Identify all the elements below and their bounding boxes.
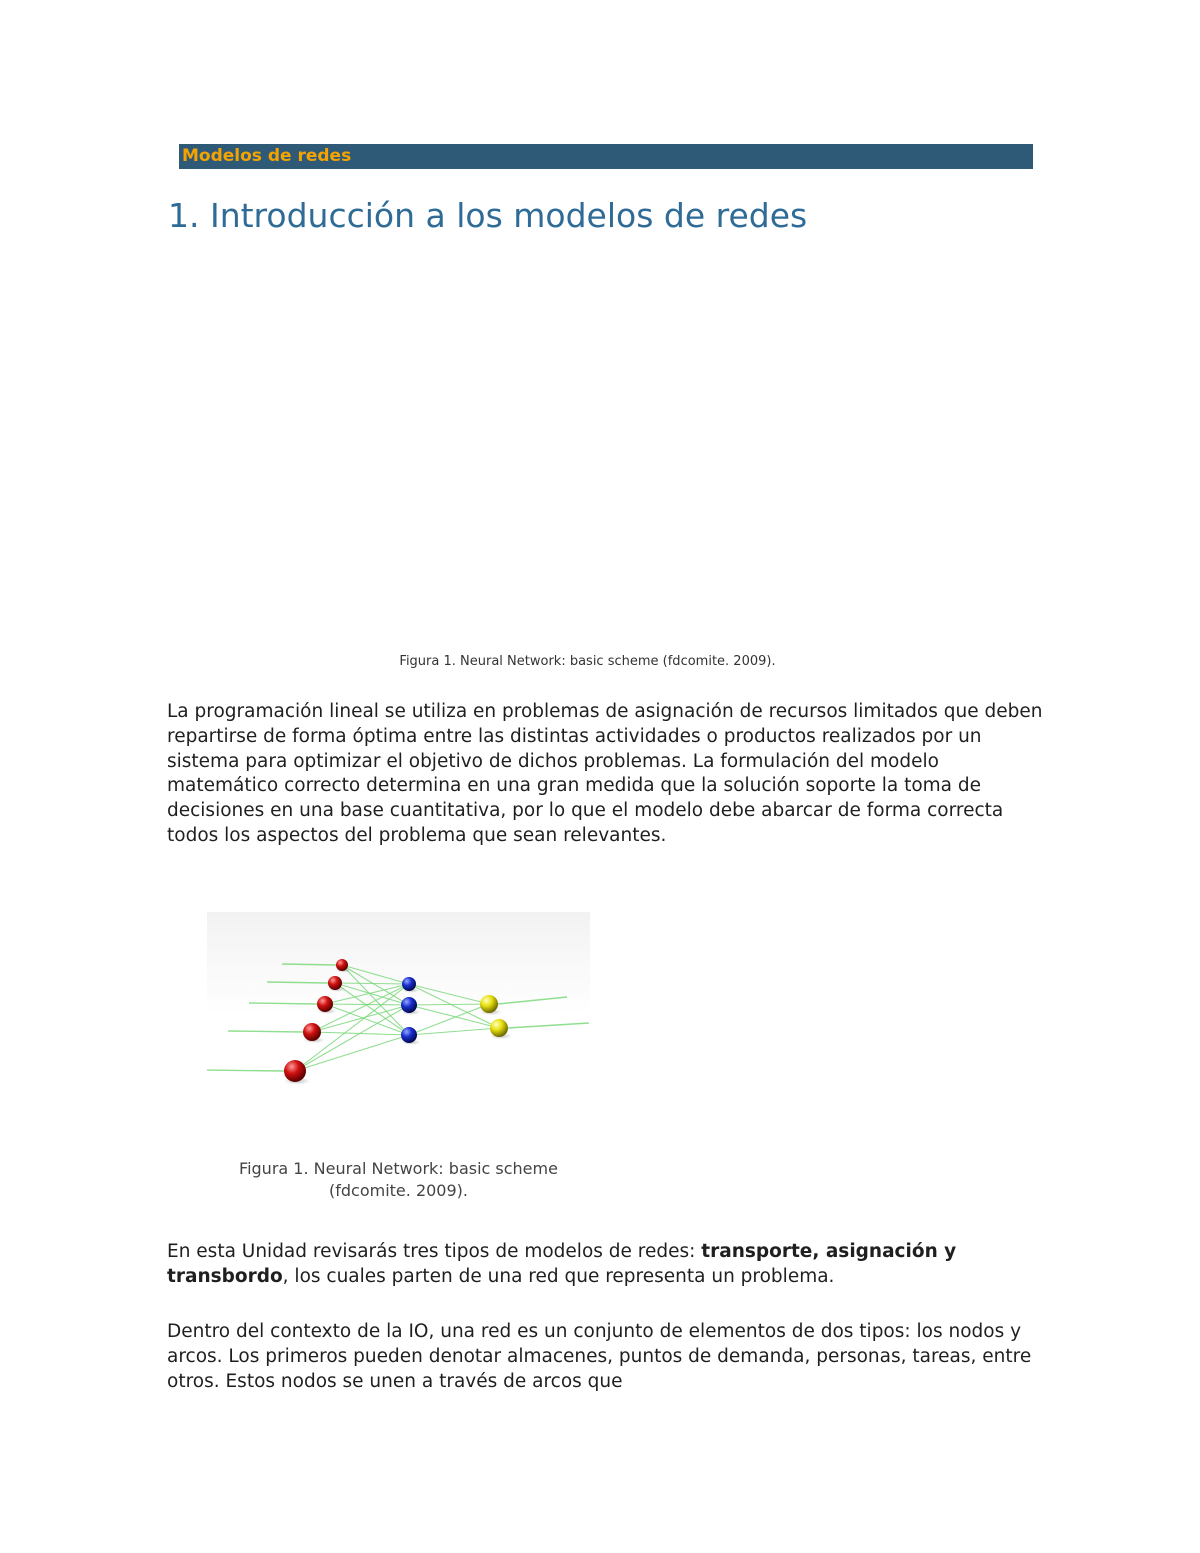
paragraph-types-after: , los cuales parten de una red que representa un problema.	[282, 1265, 835, 1287]
output-node	[490, 1019, 508, 1037]
paragraph-types-bold: transporte, asignación y transbordo	[167, 1241, 957, 1287]
paragraph-network-def: Dentro del contexto de la IO, una red es un conjunto de elementos de dos tipos: los nodos y arcos. Los primeros pueden denotar almacenes, puntos de demanda, personas, tareas, entre otros. Estos nodos se unen a través de arcos que	[167, 1321, 1032, 1392]
edge-input-hidden	[335, 983, 409, 984]
input-arrow	[282, 964, 336, 965]
hidden-node	[401, 997, 417, 1013]
input-node	[336, 959, 348, 971]
input-arrow	[228, 1031, 303, 1032]
edge-hidden-output	[409, 1028, 499, 1035]
input-node	[328, 976, 342, 990]
edge-hidden-output	[409, 984, 489, 1004]
paragraph-intro: La programación lineal se utiliza en problemas de asignación de recursos limitados que deben repartirse de forma óptima entre las distintas actividades o productos realizados por un sistema para optimizar el objetivo de dichos problemas. La formulación del modelo matemático correcto determina en una gran medida que la solución soporte la toma de decisiones en una base cuantitativa, por lo que el modelo debe abarcar de forma correcta todos los aspectos del problema que sean relevantes.	[167, 701, 1043, 846]
edge-hidden-output	[409, 1004, 489, 1035]
hidden-node	[402, 977, 416, 991]
edge-input-hidden	[342, 965, 409, 1005]
figure-caption-top: Figura 1. Neural Network: basic scheme (fdcomite. 2009).	[399, 654, 776, 669]
edge-hidden-output	[409, 1004, 489, 1005]
neural-network-figure	[207, 912, 590, 1097]
paragraph-types	[167, 1240, 1047, 1290]
hidden-node	[401, 1027, 417, 1043]
input-node	[317, 996, 333, 1012]
paragraph-types-before: En esta Unidad revisarás tres tipos de modelos de redes:	[167, 1241, 702, 1262]
network-nodes	[284, 959, 512, 1085]
network-edges	[207, 964, 589, 1071]
input-arrow	[267, 982, 328, 983]
output-arrow	[498, 997, 567, 1004]
edge-input-hidden	[335, 983, 409, 1035]
edge-input-hidden	[342, 965, 409, 984]
input-arrow	[249, 1003, 317, 1004]
page-title: 1. Introducción a los modelos de redes	[168, 196, 808, 235]
figure-caption-line2: (fdcomite. 2009).	[329, 1181, 468, 1200]
figure-caption-line1: Figura 1. Neural Network: basic scheme	[239, 1159, 558, 1178]
banner-title: Modelos de redes	[182, 146, 352, 166]
input-arrow	[207, 1070, 284, 1071]
input-node	[303, 1023, 321, 1041]
output-arrow	[508, 1023, 589, 1028]
section-banner	[179, 144, 1033, 169]
output-node	[480, 995, 498, 1013]
input-node	[284, 1060, 306, 1082]
neural-network-diagram	[207, 912, 590, 1097]
